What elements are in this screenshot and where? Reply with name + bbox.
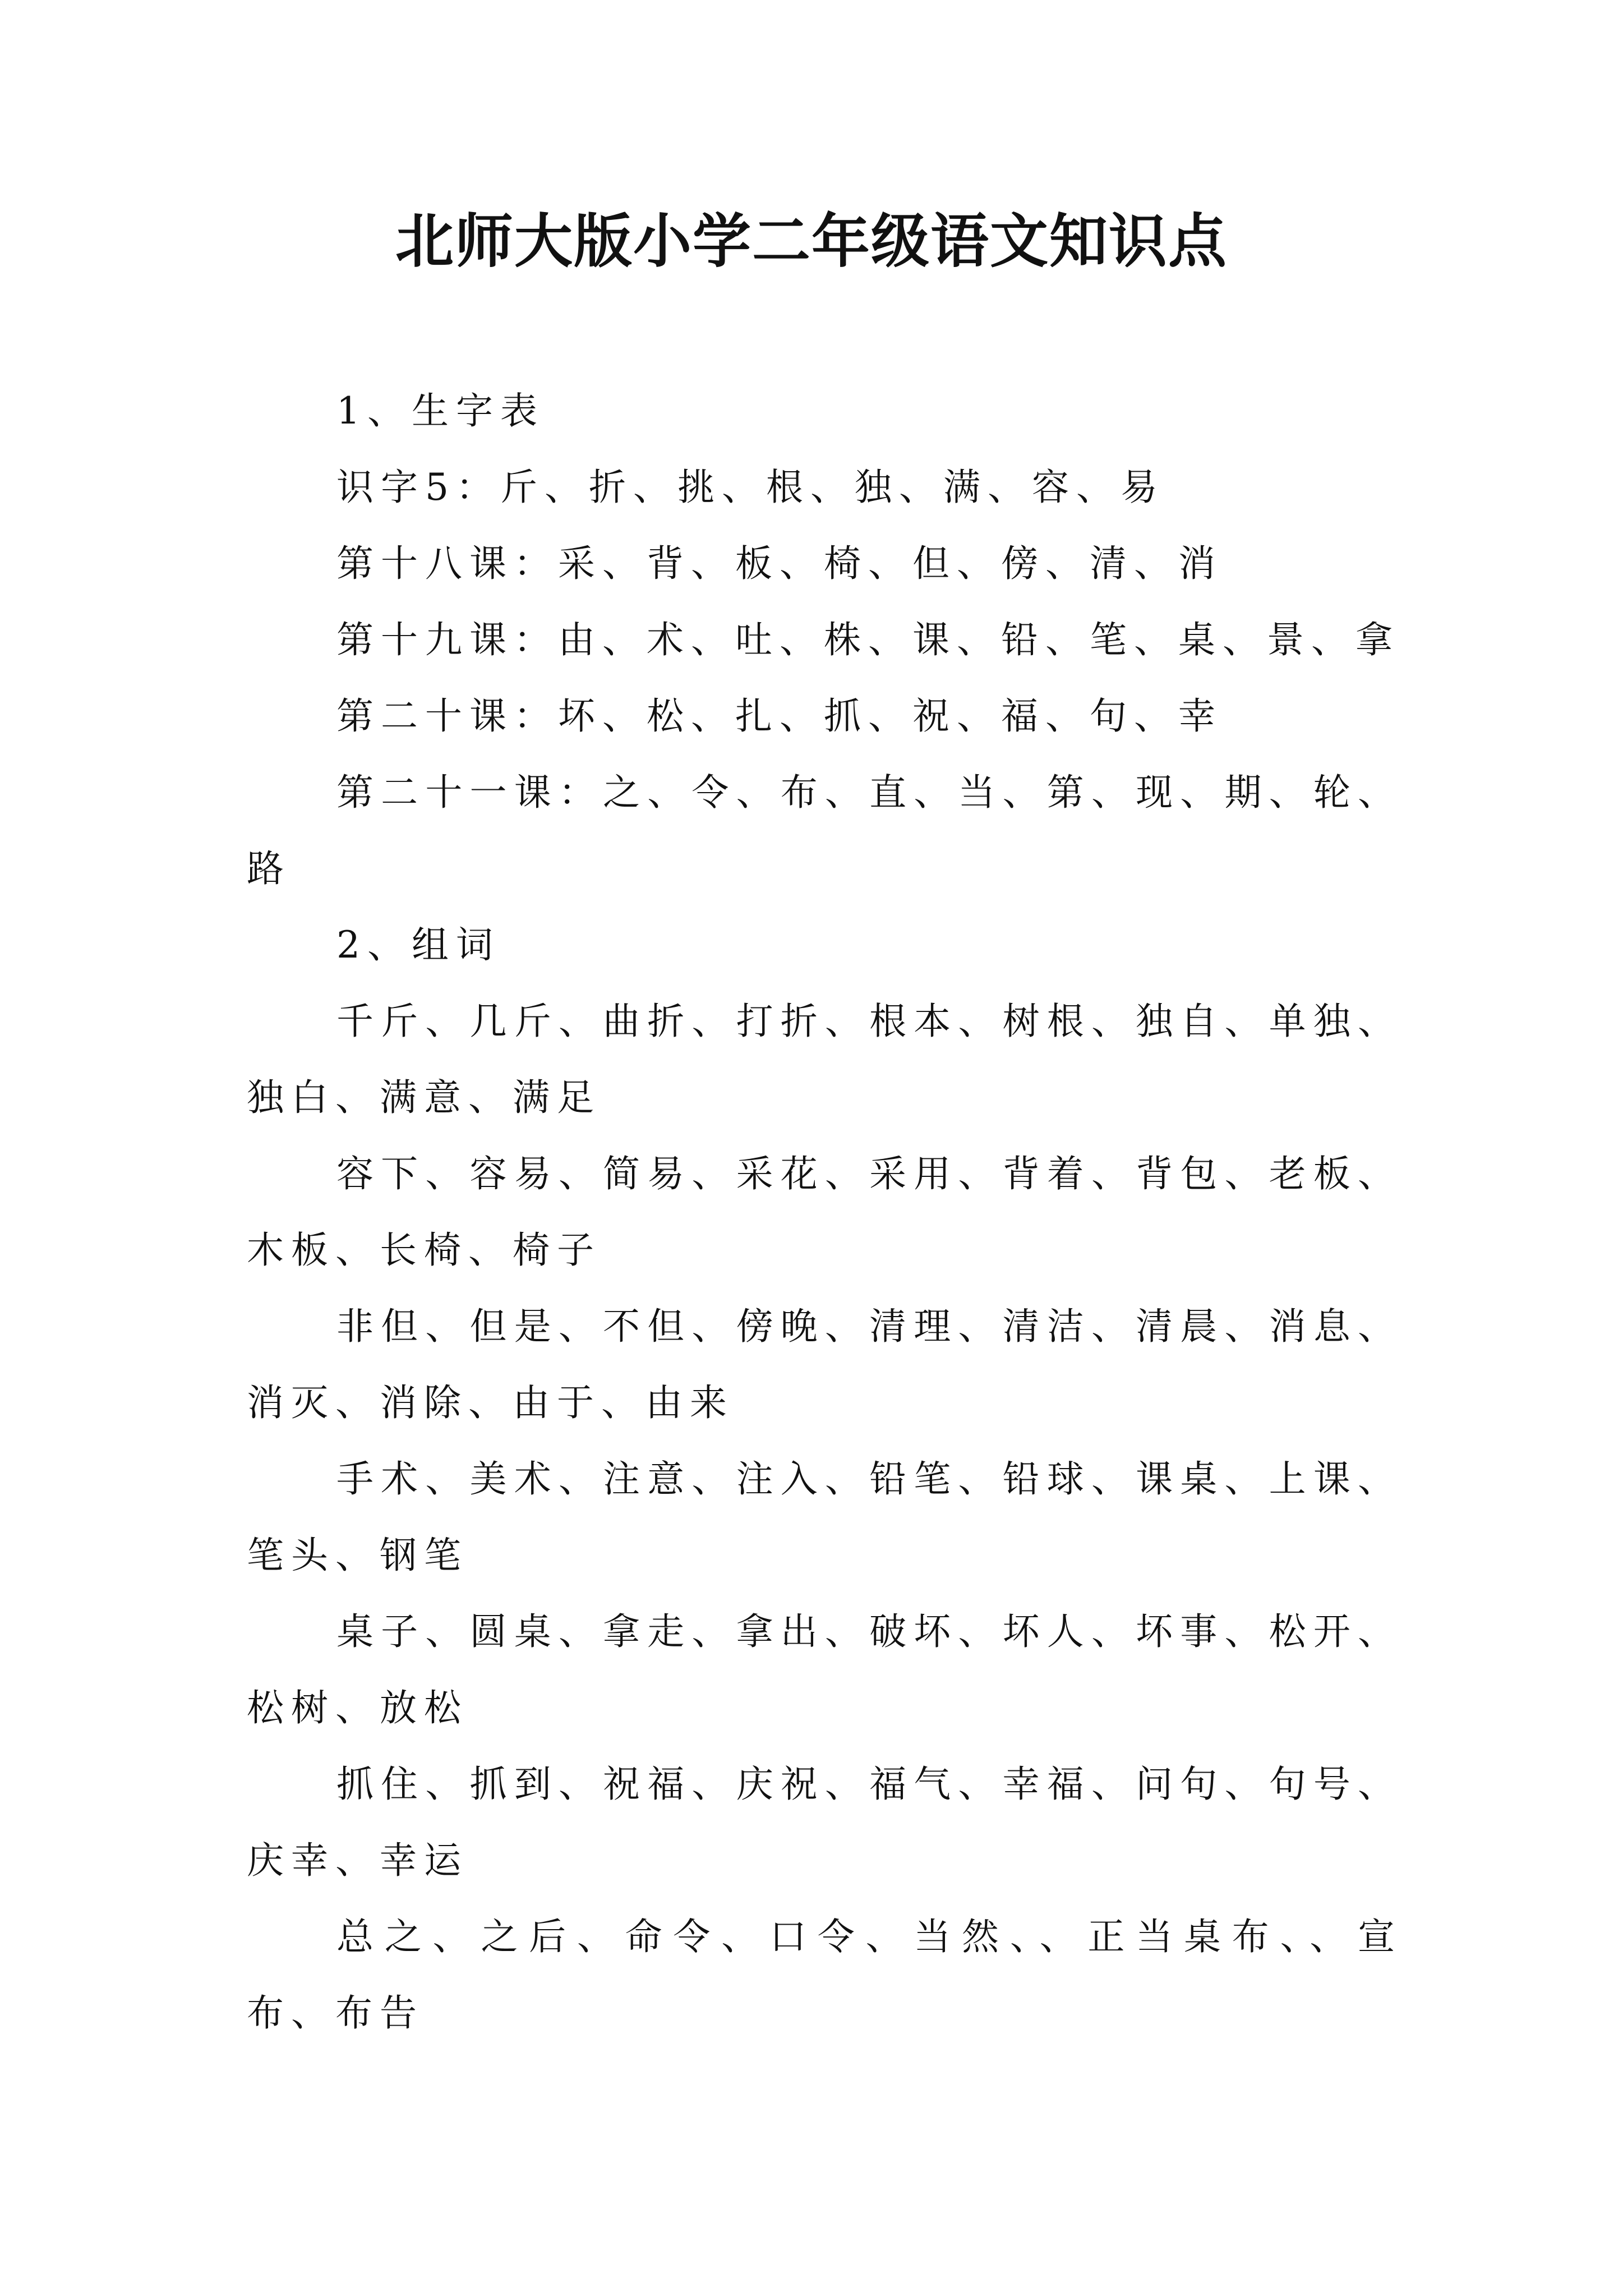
paragraph: 第二十一课：之、令、布、直、当、第、现、期、轮、路 <box>247 771 1402 890</box>
paragraph: 手术、美术、注意、注入、铅笔、铅球、课桌、上课、笔头、钢笔 <box>247 1457 1402 1577</box>
paragraph: 1、生字表 <box>336 389 545 432</box>
page-title: 北师大版小学二年级语文知识点 <box>395 207 1228 275</box>
paragraph: 总之、之后、命令、口令、当然、、正当桌布、、宣布、布告 <box>247 1915 1402 2035</box>
paragraph: 第二十课：坏、松、扎、抓、祝、福、句、幸 <box>336 694 1223 738</box>
paragraph: 千斤、几斤、曲折、打折、根本、树根、独自、单独、独白、满意、满足 <box>247 1000 1402 1119</box>
paragraph: 第十八课：采、背、板、椅、但、傍、清、消 <box>336 542 1223 585</box>
paragraph: 识字5：斤、折、挑、根、独、满、容、易 <box>336 466 1165 509</box>
paragraph: 2、组词 <box>336 923 500 967</box>
document-body <box>247 373 1402 2051</box>
paragraph: 非但、但是、不但、傍晚、清理、清洁、清晨、消息、消灭、消除、由于、由来 <box>247 1305 1402 1424</box>
paragraph: 抓住、抓到、祝福、庆祝、福气、幸福、问句、句号、庆幸、幸运 <box>247 1763 1402 1882</box>
paragraph: 容下、容易、简易、采花、采用、背着、背包、老板、木板、长椅、椅子 <box>247 1152 1402 1272</box>
paragraph: 第十九课：由、术、吐、株、课、铅、笔、桌、景、拿 <box>336 618 1400 661</box>
paragraph: 桌子、圆桌、拿走、拿出、破坏、坏人、坏事、松开、松树、放松 <box>247 1610 1402 1729</box>
